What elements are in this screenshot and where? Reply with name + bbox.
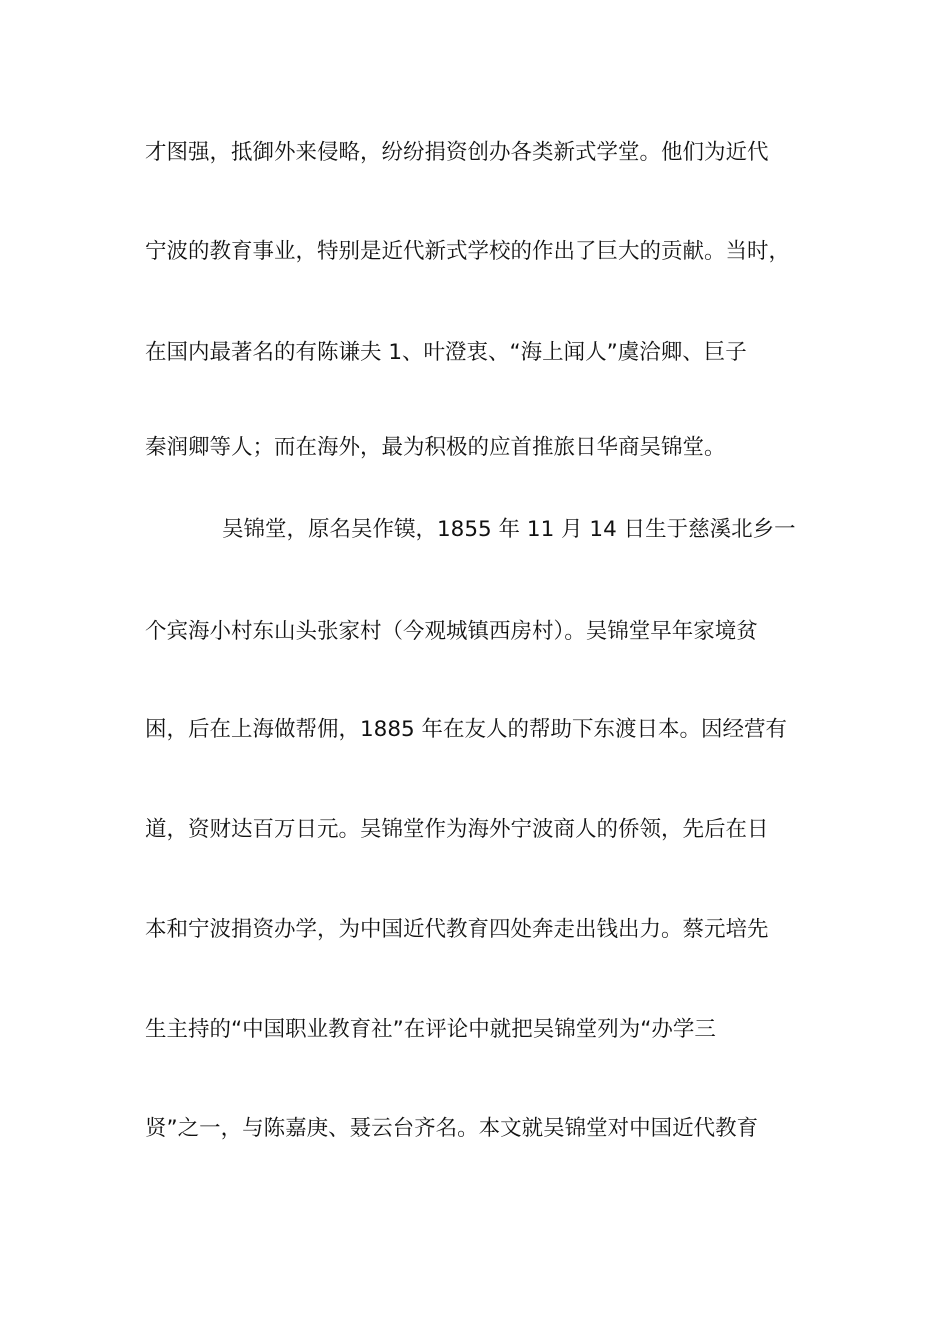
text-line: 贤”之一，与陈嘉庚、聂云台齐名。本文就吴锦堂对中国近代教育: [145, 1116, 759, 1141]
text-line: 个宾海小村东山头张家村（今观城镇西房村）。吴锦堂早年家境贫: [145, 619, 758, 644]
text-line: 本和宁波捐资办学，为中国近代教育四处奔走出钱出力。蔡元培先: [145, 917, 769, 942]
text-line: 秦润卿等人；而在海外，最为积极的应首推旅日华商吴锦堂。: [145, 435, 726, 460]
text-line: 困，后在上海做帮佣，1885 年在友人的帮助下东渡日本。因经营有: [145, 717, 788, 742]
text-line: 在国内最著名的有陈谦夫 1、叶澄衷、“海上闻人”虞洽卿、巨子: [145, 340, 747, 365]
paragraph-first-line: 吴锦堂，原名吴作镆，1855 年 11 月 14 日生于慈溪北乡一: [222, 517, 796, 542]
text-line: 生主持的“中国职业教育社”在评论中就把吴锦堂列为“办学三: [145, 1017, 716, 1042]
text-line: 才图强，抵御外来侵略，纷纷捐资创办各类新式学堂。他们为近代: [145, 140, 769, 165]
text-line: 宁波的教育事业，特别是近代新式学校的作出了巨大的贡献。当时，: [145, 239, 791, 264]
text-line: 道，资财达百万日元。吴锦堂作为海外宁波商人的侨领，先后在日: [145, 817, 769, 842]
